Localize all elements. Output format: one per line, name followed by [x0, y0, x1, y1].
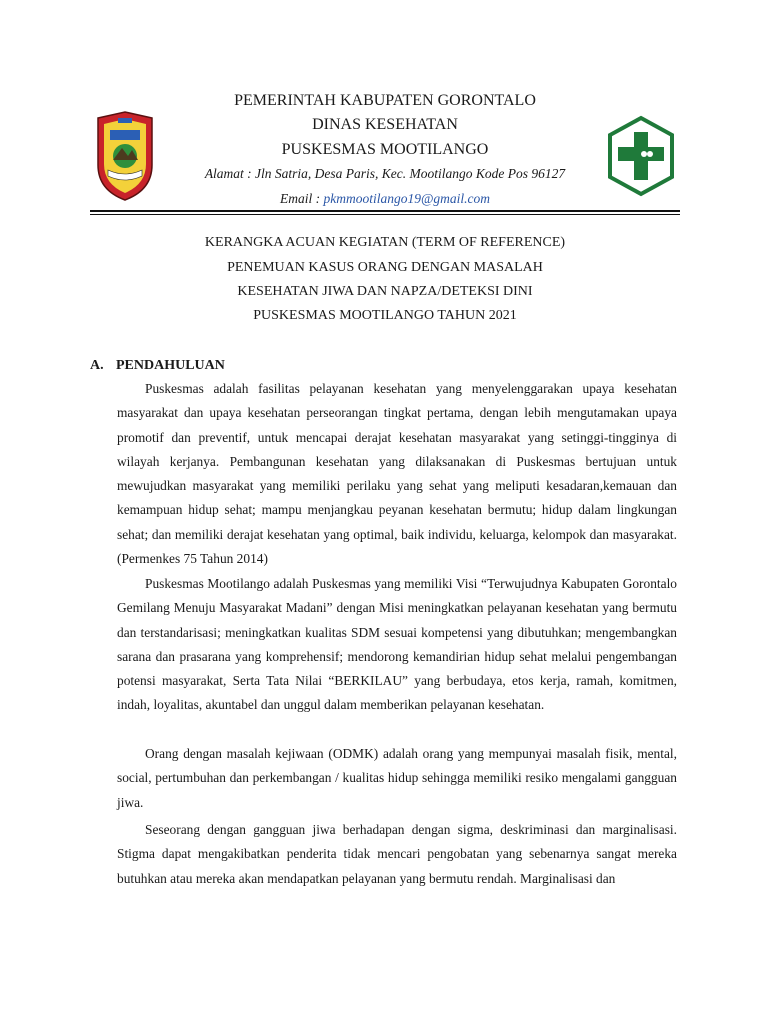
kop-line-government: PEMERINTAH KABUPATEN GORONTALO: [234, 92, 536, 109]
kop-email: [170, 191, 600, 207]
paragraph: Orang dengan masalah kejiwaan (ODMK) adalah orang yang mempunyai masalah fisik, mental, social, pertumbuhan dan perkembangan / kualitas hidup sehingga memiliki resiko mengalami gangguan jiwa.: [117, 746, 677, 810]
document-title-line-2: PENEMUAN KASUS ORANG DENGAN MASALAH: [227, 260, 543, 275]
document-title-line-4: PUSKESMAS MOOTILANGO TAHUN 2021: [253, 308, 517, 323]
section-number: A.: [90, 358, 104, 373]
document-title-line-3: KESEHATAN JIWA DAN NAPZA/DETEKSI DINI: [237, 284, 533, 299]
kabupaten-gorontalo-emblem-icon: [92, 110, 158, 202]
kop-line-institution: PUSKESMAS MOOTILANGO: [281, 141, 489, 158]
section-heading: [90, 358, 225, 374]
paragraph: Seseorang dengan gangguan jiwa berhadapan dengan sigma, deskriminasi dan marginalisasi. Stigma dapat mengakibatkan penderita tidak mencari pengobatan yang sebenarnya sangat mereka butuhkan atau mereka akan mendapatkan pelayanan yang bermutu rendah. Marginalisasi dan: [117, 822, 677, 886]
letterhead-divider-thick: [90, 210, 680, 212]
email-link[interactable]: pkmmootilango19@gmail.com: [323, 191, 491, 206]
letterhead-divider-thin: [90, 214, 680, 215]
kop-address: Alamat : Jln Satria, Desa Paris, Kec. Mootilango Kode Pos 96127: [204, 166, 566, 181]
paragraph: Puskesmas adalah fasilitas pelayanan kesehatan yang menyelenggarakan upaya kesehatan masyarakat dan upaya kesehatan perseorangan tingkat pertama, dengan lebih mengutamakan upaya promotif dan preventif, untuk mencapai derajat kesehatan masyarakat yang setinggi-tingginya di wilayah kerjanya. Pembangunan kesehatan yang dilaksanakan di Puskesmas bertujuan untuk mewujudkan masyarakat yang memiliki perilaku yang sehat yang meliputi kesadaran,kemauan dan kemampuan hidup sehat; mampu menjangkau peyanan kesehatan bermutu; hidup dalam lingkungan sehat; dan memiliki derajat kesehatan yang optimal, baik individu, keluarga, kelompok dan masyarakat. (Permenkes 75 Tahun 2014): [117, 381, 677, 567]
section-title: PENDAHULUAN: [116, 358, 225, 373]
document-title-line-1: KERANGKA ACUAN KEGIATAN (TERM OF REFERENCE): [204, 235, 566, 250]
puskesmas-green-cross-icon: [606, 115, 676, 197]
email-label: Email :: [279, 191, 324, 206]
kop-line-department: DINAS KESEHATAN: [312, 116, 458, 133]
paragraph: Puskesmas Mootilango adalah Puskesmas yang memiliki Visi “Terwujudnya Kabupaten Gorontalo Gemilang Menuju Masyarakat Madani” dengan Misi meningkatkan pelayanan kesehatan yang bermutu dan terstandarisasi; meningkatkan kualitas SDM sesuai kompetensi yang dibutuhkan; mengembangkan sarana dan prasarana yang komprehensif; mendorong kemandirian hidup sehat melalui pengembangan potensi masyarakat, Serta Tata Nilai “BERKILAU” yang berbudaya, etos kerja, ramah, komitmen, indah, loyalitas, akuntabel dan unggul dalam memberikan pelayanan kesehatan.: [117, 576, 677, 713]
